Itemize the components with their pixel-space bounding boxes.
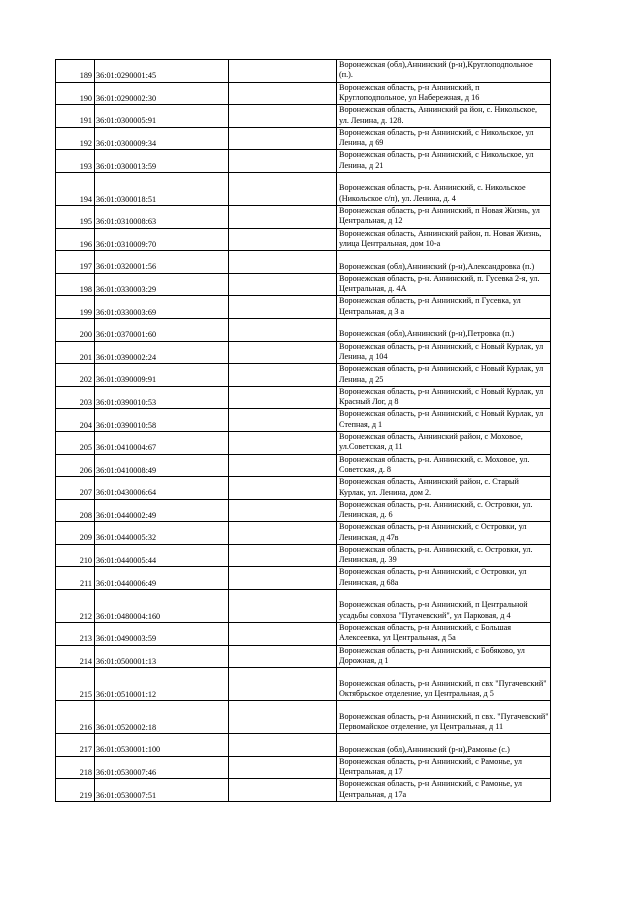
table-row [56,60,551,83]
cadastral-number: 36:01:0330003:69 [95,296,229,319]
row-number: 191 [56,105,95,128]
row-number: 190 [56,82,95,105]
address-cell: Воронежская область, р-н Аннинский, с Новый Курлак, ул Красный Лог, д 8 [337,386,551,409]
row-number: 207 [56,477,95,500]
empty-cell [229,127,337,150]
address-cell: Воронежская область, р-н Аннинский, с Островки, ул Ленинская, д 68а [337,567,551,590]
empty-cell [229,273,337,296]
address-cell: Воронежская область, р-н. Аннинский, с. Островки, ул. Ленинская, д. 39 [337,544,551,567]
table-row [56,431,551,454]
property-table [55,59,551,802]
cadastral-number: 36:01:0290002:30 [95,82,229,105]
row-number: 199 [56,296,95,319]
address-cell: Воронежская область, р-н Аннинский, п Гусевка, ул Центральная, д 3 а [337,296,551,319]
address-cell: Воронежская (обл),Аннинский (р-н),Петровка (п.) [337,318,551,341]
cadastral-number: 36:01:0410008:49 [95,454,229,477]
address-cell: Воронежская область, р-н Аннинский, с Новый Курлак, ул Ленина, д 104 [337,341,551,364]
address-cell: Воронежская область, р-н. Аннинский, с. Островки, ул. Ленинская, д. 6 [337,499,551,522]
address-cell: Воронежская область, р-н. Аннинский, п. Гусевка 2-я, ул. Центральная, д. 4А [337,273,551,296]
row-number: 204 [56,409,95,432]
empty-cell [229,296,337,319]
row-number: 192 [56,127,95,150]
table-row [56,522,551,545]
address-cell: Воронежская область, р-н Аннинский, с Никольское, ул Ленина, д 69 [337,127,551,150]
row-number: 208 [56,499,95,522]
empty-cell [229,105,337,128]
cadastral-number: 36:01:0390009:91 [95,364,229,387]
table-row [56,296,551,319]
row-number: 206 [56,454,95,477]
row-number: 203 [56,386,95,409]
cadastral-number: 36:01:0490003:59 [95,623,229,646]
address-cell: Воронежская (обл),Аннинский (р-н),Круглоподпольное (п.). [337,60,551,83]
empty-cell [229,251,337,274]
cadastral-number: 36:01:0510001:12 [95,668,229,701]
row-number: 214 [56,645,95,668]
empty-cell [229,341,337,364]
address-cell: Воронежская область, р-н Аннинский, с Новый Курлак, ул Степная, д 1 [337,409,551,432]
row-number: 193 [56,150,95,173]
row-number: 194 [56,172,95,205]
row-number: 216 [56,701,95,734]
table-row [56,251,551,274]
table-row [56,205,551,228]
cadastral-number: 36:01:0390010:53 [95,386,229,409]
address-cell: Воронежская область, р-н Аннинский, п Центральной усадьбы совхоза "Пугачевский", ул Парковая, д 4 [337,590,551,623]
empty-cell [229,205,337,228]
empty-cell [229,567,337,590]
cadastral-number: 36:01:0430006:64 [95,477,229,500]
empty-cell [229,454,337,477]
table-row [56,409,551,432]
empty-cell [229,364,337,387]
row-number: 196 [56,228,95,251]
row-number: 198 [56,273,95,296]
cadastral-number: 36:01:0530001:100 [95,734,229,757]
table-row [56,499,551,522]
table-row [56,364,551,387]
row-number: 213 [56,623,95,646]
empty-cell [229,734,337,757]
cadastral-number: 36:01:0390002:24 [95,341,229,364]
table-row [56,172,551,205]
empty-cell [229,522,337,545]
row-number: 202 [56,364,95,387]
table-row [56,756,551,779]
address-cell: Воронежская область, р-н Аннинский, п свх "Пугачевский" Октябрьское отделение, ул Центральная, д 5 [337,668,551,701]
row-number: 195 [56,205,95,228]
table-row [56,544,551,567]
address-cell: Воронежская область, Аннинский район, с. Старый Курлак, ул. Ленина, дом 2. [337,477,551,500]
address-cell: Воронежская область, р-н Аннинский, п Круглоподпольное, ул Набережная, д 16 [337,82,551,105]
cadastral-number: 36:01:0370001:60 [95,318,229,341]
empty-cell [229,228,337,251]
table-row [56,734,551,757]
empty-cell [229,386,337,409]
address-cell: Воронежская область, Аннинский ра йон, с. Никольское, ул. Ленина, д. 128. [337,105,551,128]
empty-cell [229,544,337,567]
cadastral-number: 36:01:0300009:34 [95,127,229,150]
empty-cell [229,172,337,205]
cadastral-number: 36:01:0410004:67 [95,431,229,454]
table-row [56,127,551,150]
row-number: 219 [56,779,95,802]
row-number: 200 [56,318,95,341]
cadastral-number: 36:01:0300005:91 [95,105,229,128]
row-number: 215 [56,668,95,701]
row-number: 209 [56,522,95,545]
empty-cell [229,150,337,173]
empty-cell [229,82,337,105]
table-row [56,386,551,409]
cadastral-number: 36:01:0310009:70 [95,228,229,251]
table-row [56,779,551,802]
table-row [56,645,551,668]
cadastral-number: 36:01:0310008:63 [95,205,229,228]
row-number: 211 [56,567,95,590]
address-cell: Воронежская область, р-н. Аннинский, с. Моховое, ул. Советская, д. 8 [337,454,551,477]
cadastral-number: 36:01:0390010:58 [95,409,229,432]
table-body [56,60,551,802]
empty-cell [229,623,337,646]
address-cell: Воронежская область, р-н Аннинский, с Никольское, ул Ленина, д 21 [337,150,551,173]
cadastral-number: 36:01:0440005:44 [95,544,229,567]
empty-cell [229,756,337,779]
empty-cell [229,409,337,432]
cadastral-number: 36:01:0320001:56 [95,251,229,274]
table-row [56,567,551,590]
empty-cell [229,701,337,734]
cadastral-number: 36:01:0290001:45 [95,60,229,83]
address-cell: Воронежская область, р-н Аннинский, с Бобяково, ул Дорожная, д 1 [337,645,551,668]
address-cell: Воронежская область, р-н Аннинский, п Новая Жизнь, ул Центральная, д 12 [337,205,551,228]
row-number: 189 [56,60,95,83]
table-row [56,105,551,128]
table-row [56,150,551,173]
cadastral-number: 36:01:0330003:29 [95,273,229,296]
row-number: 212 [56,590,95,623]
address-cell: Воронежская область, р-н Аннинский, п свх. "Пугачевский" Первомайское отделение, ул Центральная, д 11 [337,701,551,734]
row-number: 201 [56,341,95,364]
table-row [56,623,551,646]
table-row [56,318,551,341]
empty-cell [229,590,337,623]
empty-cell [229,668,337,701]
cadastral-number: 36:01:0520002:18 [95,701,229,734]
cadastral-number: 36:01:0480004:160 [95,590,229,623]
cadastral-number: 36:01:0530007:46 [95,756,229,779]
table-row [56,590,551,623]
table-row [56,228,551,251]
table-row [56,82,551,105]
table-row [56,454,551,477]
cadastral-number: 36:01:0440002:49 [95,499,229,522]
row-number: 218 [56,756,95,779]
address-cell: Воронежская область, р-н Аннинский, с Рамонье, ул Центральная, д 17а [337,779,551,802]
address-cell: Воронежская область, Аннинский район, с Моховое, ул.Советская, д 11 [337,431,551,454]
cadastral-number: 36:01:0300018:51 [95,172,229,205]
address-cell: Воронежская область, р-н Аннинский, с Большая Алексеевка, ул Центральная, д 5а [337,623,551,646]
cadastral-number: 36:01:0530007:51 [95,779,229,802]
empty-cell [229,431,337,454]
empty-cell [229,499,337,522]
row-number: 217 [56,734,95,757]
empty-cell [229,779,337,802]
empty-cell [229,645,337,668]
table-row [56,668,551,701]
table-row [56,701,551,734]
address-cell: Воронежская область, Аннинский район, п. Новая Жизнь, улица Центральная, дом 10-а [337,228,551,251]
cadastral-number: 36:01:0300013:59 [95,150,229,173]
address-cell: Воронежская область, р-н Аннинский, с Новый Курлак, ул Ленина, д 25 [337,364,551,387]
row-number: 210 [56,544,95,567]
address-cell: Воронежская область, р-н. Аннинский, с. Никольское (Никольское с/п), ул. Ленина, д. 4 [337,172,551,205]
table-row [56,341,551,364]
address-cell: Воронежская область, р-н Аннинский, с Рамонье, ул Центральная, д 17 [337,756,551,779]
address-cell: Воронежская (обл),Аннинский (р-н),Рамонье (с.) [337,734,551,757]
empty-cell [229,318,337,341]
empty-cell [229,477,337,500]
row-number: 205 [56,431,95,454]
table-row [56,477,551,500]
cadastral-number: 36:01:0440005:32 [95,522,229,545]
row-number: 197 [56,251,95,274]
empty-cell [229,60,337,83]
address-cell: Воронежская область, р-н Аннинский, с Островки, ул Ленинская, д 47в [337,522,551,545]
cadastral-number: 36:01:0500001:13 [95,645,229,668]
cadastral-number: 36:01:0440006:49 [95,567,229,590]
table-row [56,273,551,296]
address-cell: Воронежская (обл),Аннинский (р-н),Александровка (п.) [337,251,551,274]
